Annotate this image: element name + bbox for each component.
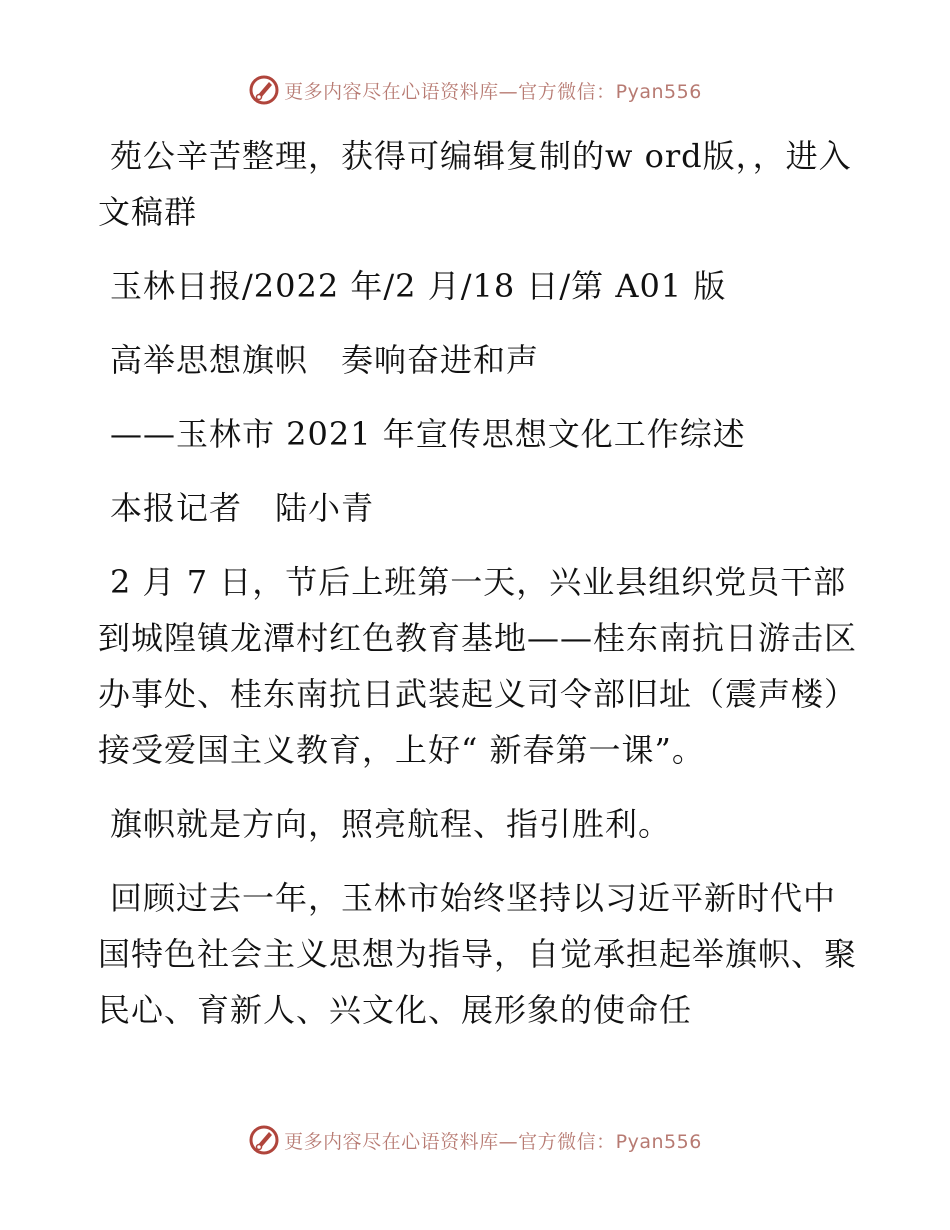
banner-text: 更多内容尽在心语资料库—官方微信：Pyan556 [284,80,702,103]
header-banner [0,70,950,110]
pen-seal-icon [248,74,280,106]
article-subtitle: ——玉林市 2021 年宣传思想文化工作综述 [110,415,746,453]
banner-text: 更多内容尽在心语资料库—官方微信：Pyan556 [284,1130,702,1153]
source-line: 玉林日报/2022 年/2 月/18 日/第 A01 版 [110,267,727,305]
pen-seal-icon [248,1124,280,1156]
paragraph: 旗帜就是方向，照亮航程、指引胜利。 [110,805,672,843]
paragraph: 2 月 7 日，节后上班第一天，兴业县组织党员干部到城隍镇龙潭村红色教育基地——桂东南抗日游击区办事处、桂东南抗日武装起义司令部旧址（震声楼）接受爱国主义教育，上好“ 新春第一课”。 [98,563,858,769]
footer-banner [0,1120,950,1160]
byline: 本报记者 陆小青 [110,489,375,527]
article-title: 高举思想旗帜 奏响奋进和声 [110,341,540,379]
document-body [98,128,858,1056]
intro-note: 苑公辛苦整理，获得可编辑复制的w ord版，，进入文稿群 [98,137,852,231]
paragraph: 回顾过去一年，玉林市始终坚持以习近平新时代中国特色社会主义思想为指导，自觉承担起举旗帜、聚民心、育新人、兴文化、展形象的使命任 [98,879,858,1029]
